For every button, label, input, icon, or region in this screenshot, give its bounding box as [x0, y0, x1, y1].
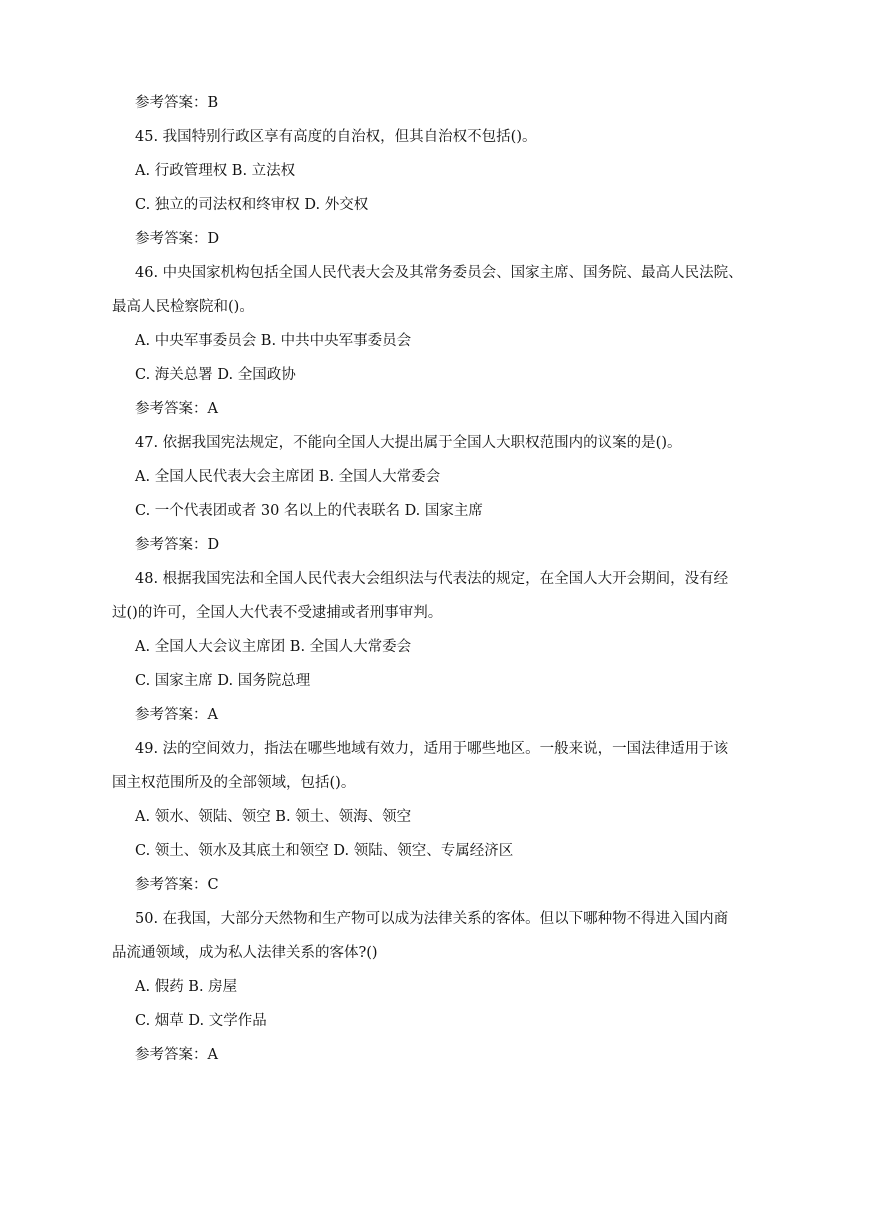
option-line: C. 独立的司法权和终审权 D. 外交权	[135, 197, 369, 213]
option-line: A. 全国人民代表大会主席团 B. 全国人大常委会	[135, 469, 441, 485]
question-45	[112, 120, 782, 256]
question-stem: 45. 我国特别行政区享有高度的自治权，但其自治权不包括()。	[135, 129, 537, 145]
question-46	[112, 256, 782, 426]
answer-line: 参考答案：D	[135, 537, 220, 553]
option-line: C. 领土、领水及其底土和领空 D. 领陆、领空、专属经济区	[135, 843, 514, 859]
question-list	[112, 86, 782, 1072]
option-line: C. 国家主席 D. 国务院总理	[135, 673, 311, 689]
question-48	[112, 562, 782, 732]
question-47	[112, 426, 782, 562]
option-line: A. 假药 B. 房屋	[135, 979, 238, 995]
question-49	[112, 732, 782, 902]
question-stem: 49. 法的空间效力，指法在哪些地域有效力，适用于哪些地区。一般来说，一国法律适用于该	[135, 741, 729, 757]
answer-line: 参考答案：A	[135, 1047, 218, 1063]
question-stem-continued: 最高人民检察院和()。	[112, 299, 254, 315]
question-stem: 48. 根据我国宪法和全国人民代表大会组织法与代表法的规定，在全国人大开会期间，没有经	[135, 571, 729, 587]
answer-line: 参考答案：C	[135, 877, 219, 893]
question-stem: 50. 在我国，大部分天然物和生产物可以成为法律关系的客体。但以下哪种物不得进入国内商	[135, 911, 729, 927]
option-line: A. 全国人大会议主席团 B. 全国人大常委会	[135, 639, 412, 655]
option-line: C. 一个代表团或者 30 名以上的代表联名 D. 国家主席	[135, 503, 483, 519]
option-line: A. 领水、领陆、领空 B. 领土、领海、领空	[135, 809, 412, 825]
option-line: A. 中央军事委员会 B. 中共中央军事委员会	[135, 333, 412, 349]
question-stem-continued: 过()的许可，全国人大代表不受逮捕或者刑事审判。	[112, 605, 443, 621]
question-stem: 46. 中央国家机构包括全国人民代表大会及其常务委员会、国家主席、国务院、最高人民法院、	[135, 265, 743, 281]
question-50	[112, 902, 782, 1072]
question-stem-continued: 品流通领域，成为私人法律关系的客体?()	[112, 945, 378, 961]
answer-line: 参考答案：A	[135, 707, 218, 723]
option-line: C. 烟草 D. 文学作品	[135, 1013, 267, 1029]
question-stem: 47. 依据我国宪法规定，不能向全国人大提出属于全国人大职权范围内的议案的是()。	[135, 435, 682, 451]
question-stem-continued: 国主权范围所及的全部领域，包括()。	[112, 775, 356, 791]
option-line: A. 行政管理权 B. 立法权	[135, 163, 296, 179]
answer-line: 参考答案：B	[135, 95, 219, 111]
answer-line: 参考答案：A	[135, 401, 218, 417]
option-line: C. 海关总署 D. 全国政协	[135, 367, 296, 383]
answer-line: 参考答案：D	[135, 231, 220, 247]
